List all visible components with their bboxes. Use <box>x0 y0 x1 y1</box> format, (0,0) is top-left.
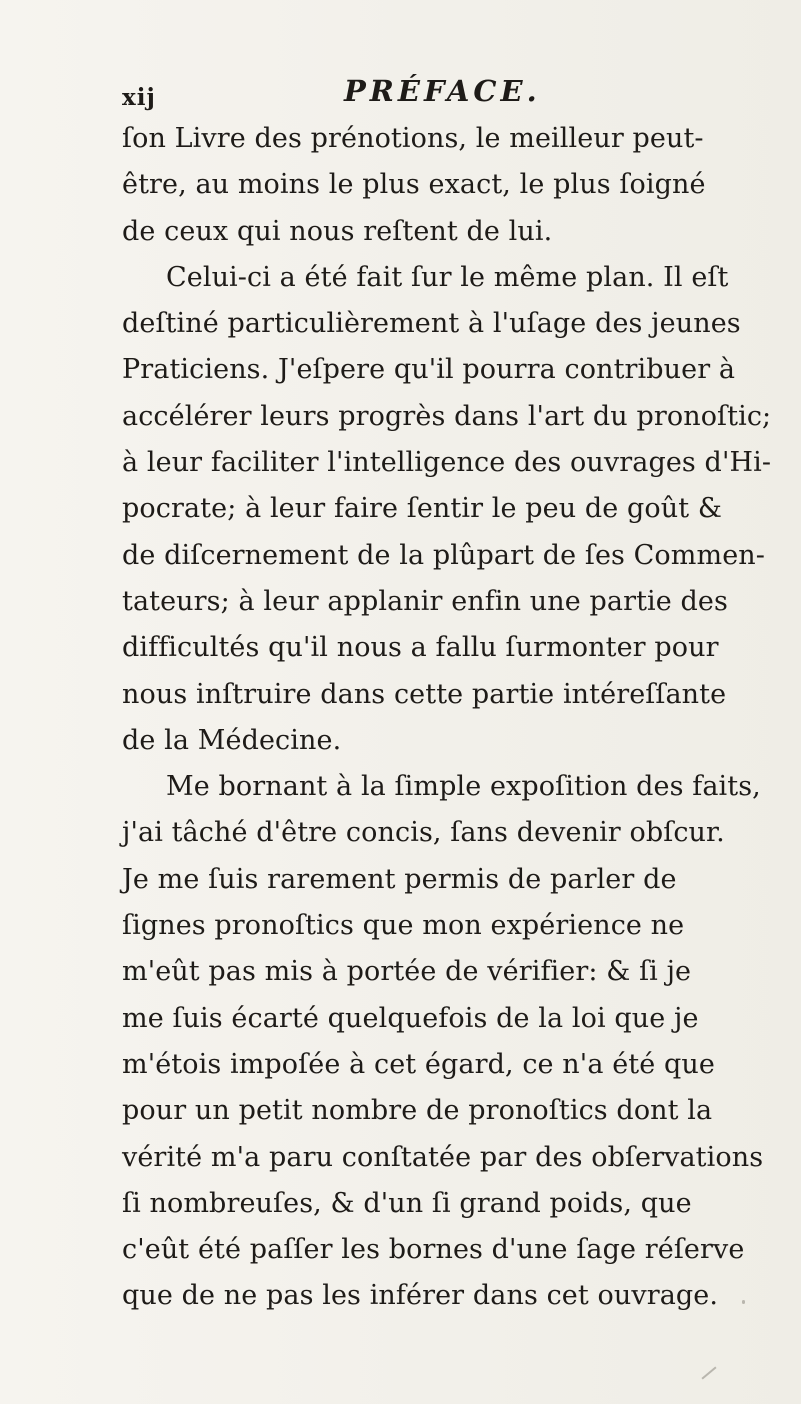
page-header <box>122 74 642 114</box>
ink-speck <box>742 1300 745 1304</box>
text-line: nous inſtruire dans cette partie intéreſſante <box>122 678 727 710</box>
running-title: PRÉFACE. <box>344 74 541 108</box>
text-line: j'ai tâché d'être concis, ſans devenir obſcur. <box>122 817 725 849</box>
text-line: deſtiné particulièrement à l'uſage des jeunes <box>122 308 741 340</box>
text-line: ſi nombreuſes, & d'un ſi grand poids, que <box>122 1187 692 1219</box>
text-line: me ſuis écarté quelquefois de la loi que je <box>122 1002 699 1034</box>
paragraph-1 <box>122 116 801 255</box>
text-line: à leur faciliter l'intelligence des ouvrages d'Hi- <box>122 447 772 479</box>
paragraph-3 <box>122 764 801 1320</box>
text-line: pour un petit nombre de pronoſtics dont la <box>122 1095 713 1127</box>
text-line: Je me ſuis rarement permis de parler de <box>122 863 677 895</box>
ink-stroke <box>701 1366 716 1379</box>
text-line: ſon Livre des prénotions, le meilleur peut- <box>122 123 704 154</box>
text-line: être, au moins le plus exact, le plus ſoigné <box>122 169 706 201</box>
text-line: m'eût pas mis à portée de vérifier: & ſi je <box>122 956 692 988</box>
text-line: ſignes pronoſtics que mon expérience ne <box>122 910 685 942</box>
text-line: c'eût été paſſer les bornes d'une ſage réſerve <box>122 1234 745 1266</box>
text-line: m'étois impoſée à cet égard, ce n'a été que <box>122 1048 715 1080</box>
text-line: difficultés qu'il nous a fallu ſurmonter pour <box>122 632 719 664</box>
text-line: pocrate; à leur faire ſentir le peu de goût & <box>122 493 723 525</box>
text-line: Praticiens. J'eſpere qu'il pourra contribuer à <box>122 354 736 386</box>
text-line: accélérer leurs progrès dans l'art du pronoſtic; <box>122 400 772 432</box>
text-line: Me bornant à la ſimple expoſition des faits, <box>166 771 761 803</box>
paragraph-2 <box>122 255 801 764</box>
text-line: de diſcernement de la plûpart de ſes Commen- <box>122 539 765 571</box>
body-text <box>122 116 801 1320</box>
text-line: que de ne pas les inférer dans cet ouvrage. <box>122 1280 719 1312</box>
page-number: xij <box>122 84 156 111</box>
text-line: de ceux qui nous reſtent de lui. <box>122 215 553 247</box>
text-line: Celui-ci a été fait ſur le même plan. Il eſt <box>166 261 729 293</box>
text-line: tateurs; à leur applanir enfin une partie des <box>122 585 728 617</box>
text-line: vérité m'a paru conſtatée par des obſervations <box>122 1141 764 1173</box>
text-line: de la Médecine. <box>122 724 342 756</box>
